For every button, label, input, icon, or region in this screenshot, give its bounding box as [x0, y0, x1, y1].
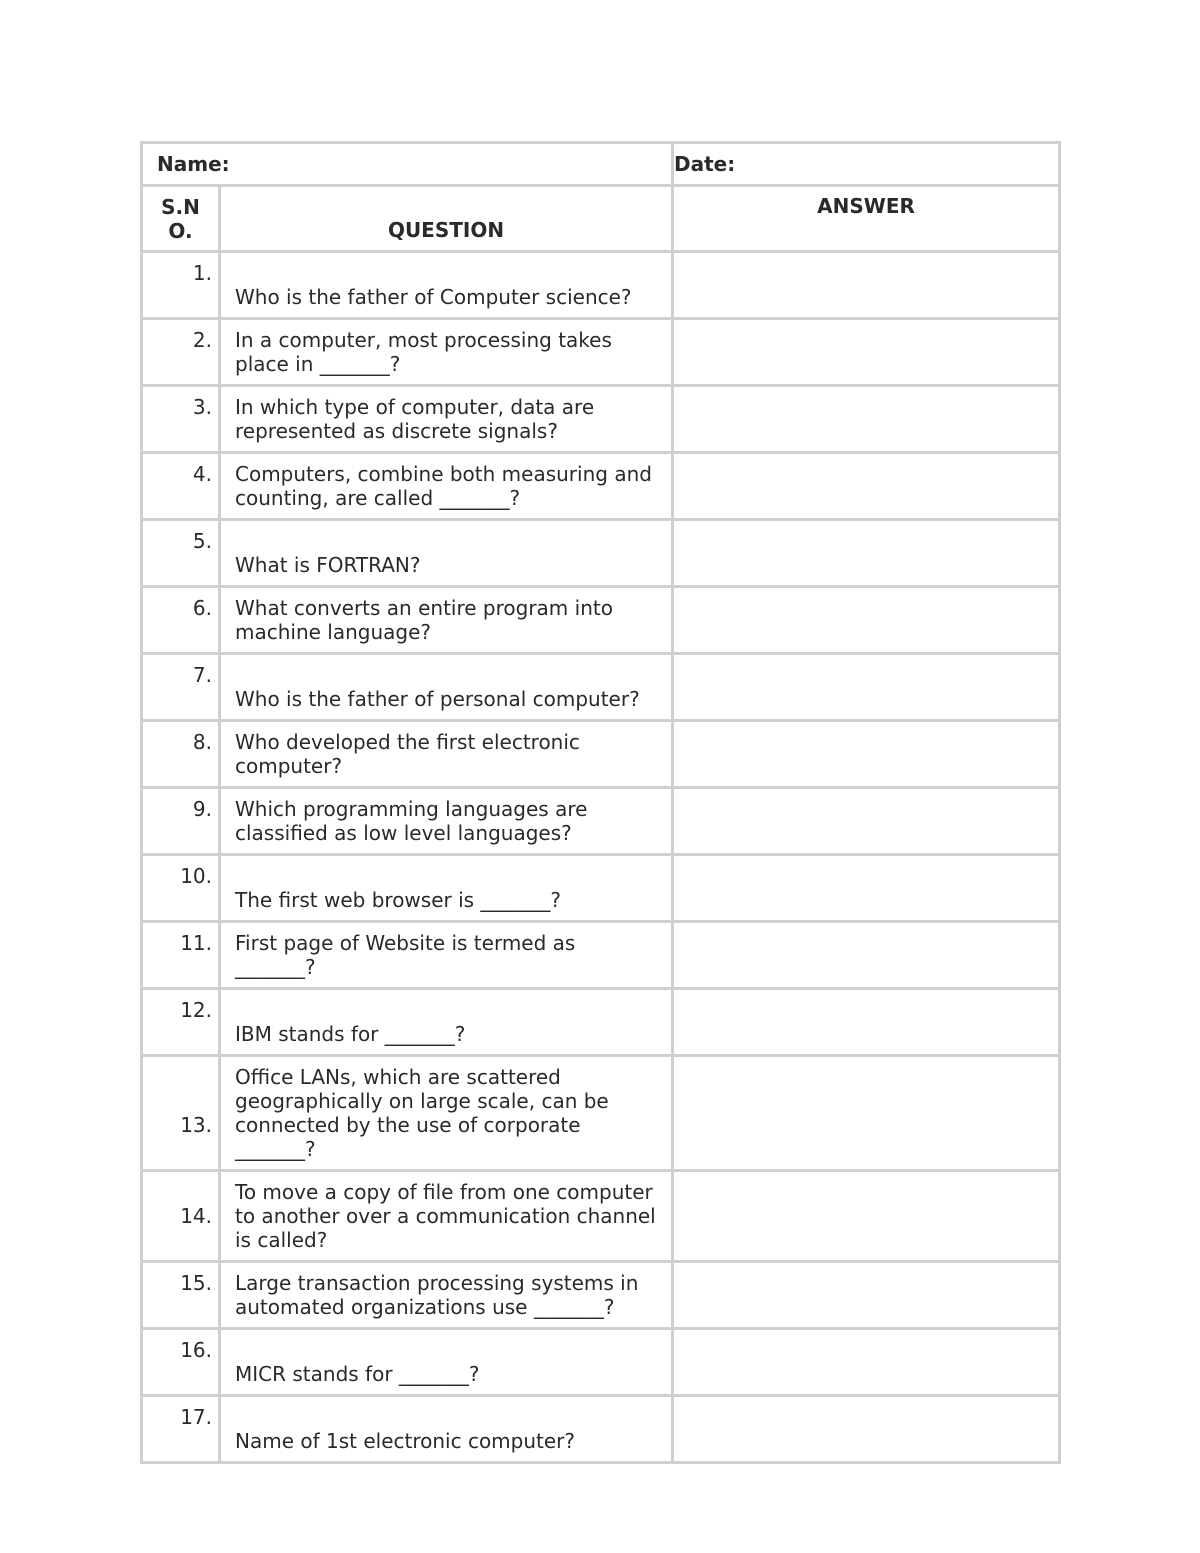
answer-cell[interactable] — [673, 252, 1060, 319]
question-cell — [220, 319, 673, 386]
row-number: 15. — [180, 1271, 212, 1295]
question-text: What converts an entire program into machine language? — [235, 596, 613, 644]
header-row — [142, 143, 1060, 186]
sno-header-line1: S.N — [161, 195, 200, 219]
question-cell — [220, 654, 673, 721]
row-number: 14. — [180, 1204, 212, 1228]
answer-cell[interactable] — [673, 587, 1060, 654]
question-row — [142, 989, 1060, 1056]
row-number: 2. — [192, 328, 212, 352]
answer-cell[interactable] — [673, 1262, 1060, 1329]
question-text: Name of 1st electronic computer? — [235, 1429, 576, 1453]
name-label: Name: — [157, 152, 230, 176]
question-row — [142, 1171, 1060, 1262]
question-cell — [220, 1056, 673, 1171]
question-text: MICR stands for _______? — [235, 1362, 480, 1386]
question-row — [142, 721, 1060, 788]
question-text: Computers, combine both measuring and counting, are called _______? — [235, 462, 652, 510]
answer-cell[interactable] — [673, 386, 1060, 453]
question-row — [142, 520, 1060, 587]
question-row — [142, 788, 1060, 855]
row-number-cell — [142, 1056, 220, 1171]
row-number-cell — [142, 453, 220, 520]
answer-cell[interactable] — [673, 1329, 1060, 1396]
row-number-cell — [142, 654, 220, 721]
row-number-cell — [142, 1329, 220, 1396]
answer-cell[interactable] — [673, 1171, 1060, 1262]
question-cell — [220, 922, 673, 989]
question-text: Who is the father of Computer science? — [235, 285, 632, 309]
question-text: To move a copy of file from one computer to another over a communication channel is called? — [235, 1180, 656, 1252]
column-header-row — [142, 186, 1060, 252]
row-number: 7. — [192, 663, 212, 687]
question-text: Who developed the first electronic computer? — [235, 730, 580, 778]
row-number-cell — [142, 922, 220, 989]
row-number-cell — [142, 721, 220, 788]
answer-cell[interactable] — [673, 989, 1060, 1056]
sno-header — [142, 186, 220, 252]
question-row — [142, 1396, 1060, 1463]
row-number-cell — [142, 319, 220, 386]
row-number: 13. — [180, 1113, 212, 1137]
row-number-cell — [142, 855, 220, 922]
row-number-cell — [142, 1171, 220, 1262]
question-cell — [220, 453, 673, 520]
question-text: Large transaction processing systems in automated organizations use _______? — [235, 1271, 639, 1319]
answer-header-label: ANSWER — [817, 194, 915, 218]
answer-cell[interactable] — [673, 721, 1060, 788]
question-cell — [220, 989, 673, 1056]
question-cell — [220, 520, 673, 587]
answer-cell[interactable] — [673, 453, 1060, 520]
row-number: 17. — [180, 1405, 212, 1429]
question-row — [142, 386, 1060, 453]
question-text: Who is the father of personal computer? — [235, 687, 640, 711]
question-row — [142, 922, 1060, 989]
answer-cell[interactable] — [673, 1396, 1060, 1463]
answer-cell[interactable] — [673, 319, 1060, 386]
question-row — [142, 1329, 1060, 1396]
question-cell — [220, 587, 673, 654]
answer-cell[interactable] — [673, 855, 1060, 922]
row-number: 4. — [192, 462, 212, 486]
question-text: Which programming languages are classified as low level languages? — [235, 797, 588, 845]
question-row — [142, 453, 1060, 520]
question-row — [142, 252, 1060, 319]
question-cell — [220, 788, 673, 855]
row-number: 3. — [192, 395, 212, 419]
question-cell — [220, 721, 673, 788]
question-cell — [220, 1171, 673, 1262]
sno-header-line2: O. — [168, 219, 193, 243]
row-number-cell — [142, 1396, 220, 1463]
date-cell[interactable] — [673, 143, 1060, 186]
answer-cell[interactable] — [673, 922, 1060, 989]
row-number: 16. — [180, 1338, 212, 1362]
row-number: 5. — [192, 529, 212, 553]
row-number: 11. — [180, 931, 212, 955]
row-number: 8. — [192, 730, 212, 754]
question-row — [142, 654, 1060, 721]
row-number-cell — [142, 520, 220, 587]
question-header — [220, 186, 673, 252]
answer-cell[interactable] — [673, 520, 1060, 587]
row-number-cell — [142, 1262, 220, 1329]
question-rows — [142, 252, 1060, 1463]
name-cell[interactable] — [142, 143, 673, 186]
question-text: What is FORTRAN? — [235, 553, 421, 577]
row-number-cell — [142, 386, 220, 453]
question-cell — [220, 1396, 673, 1463]
question-cell — [220, 855, 673, 922]
answer-cell[interactable] — [673, 654, 1060, 721]
question-row — [142, 855, 1060, 922]
row-number: 1. — [192, 261, 212, 285]
answer-cell[interactable] — [673, 788, 1060, 855]
row-number: 12. — [180, 998, 212, 1022]
question-text: In which type of computer, data are represented as discrete signals? — [235, 395, 595, 443]
answer-header — [673, 186, 1060, 252]
question-text: IBM stands for _______? — [235, 1022, 466, 1046]
row-number-cell — [142, 587, 220, 654]
question-cell — [220, 1329, 673, 1396]
question-text: The first web browser is _______? — [235, 888, 562, 912]
question-text: First page of Website is termed as _______? — [235, 931, 576, 979]
question-text: In a computer, most processing takes place in _______? — [235, 328, 612, 376]
question-cell — [220, 386, 673, 453]
question-row — [142, 319, 1060, 386]
row-number: 6. — [192, 596, 212, 620]
row-number-cell — [142, 788, 220, 855]
row-number: 10. — [180, 864, 212, 888]
question-header-label: QUESTION — [387, 218, 505, 242]
question-row — [142, 1056, 1060, 1171]
row-number: 9. — [192, 797, 212, 821]
question-row — [142, 1262, 1060, 1329]
question-cell — [220, 1262, 673, 1329]
row-number-cell — [142, 252, 220, 319]
quiz-table — [140, 141, 1061, 1464]
question-row — [142, 587, 1060, 654]
answer-cell[interactable] — [673, 1056, 1060, 1171]
date-label: Date: — [674, 152, 736, 176]
question-text: Office LANs, which are scattered geographically on large scale, can be connected by the use of corporate _______? — [235, 1065, 609, 1161]
question-cell — [220, 252, 673, 319]
row-number-cell — [142, 989, 220, 1056]
